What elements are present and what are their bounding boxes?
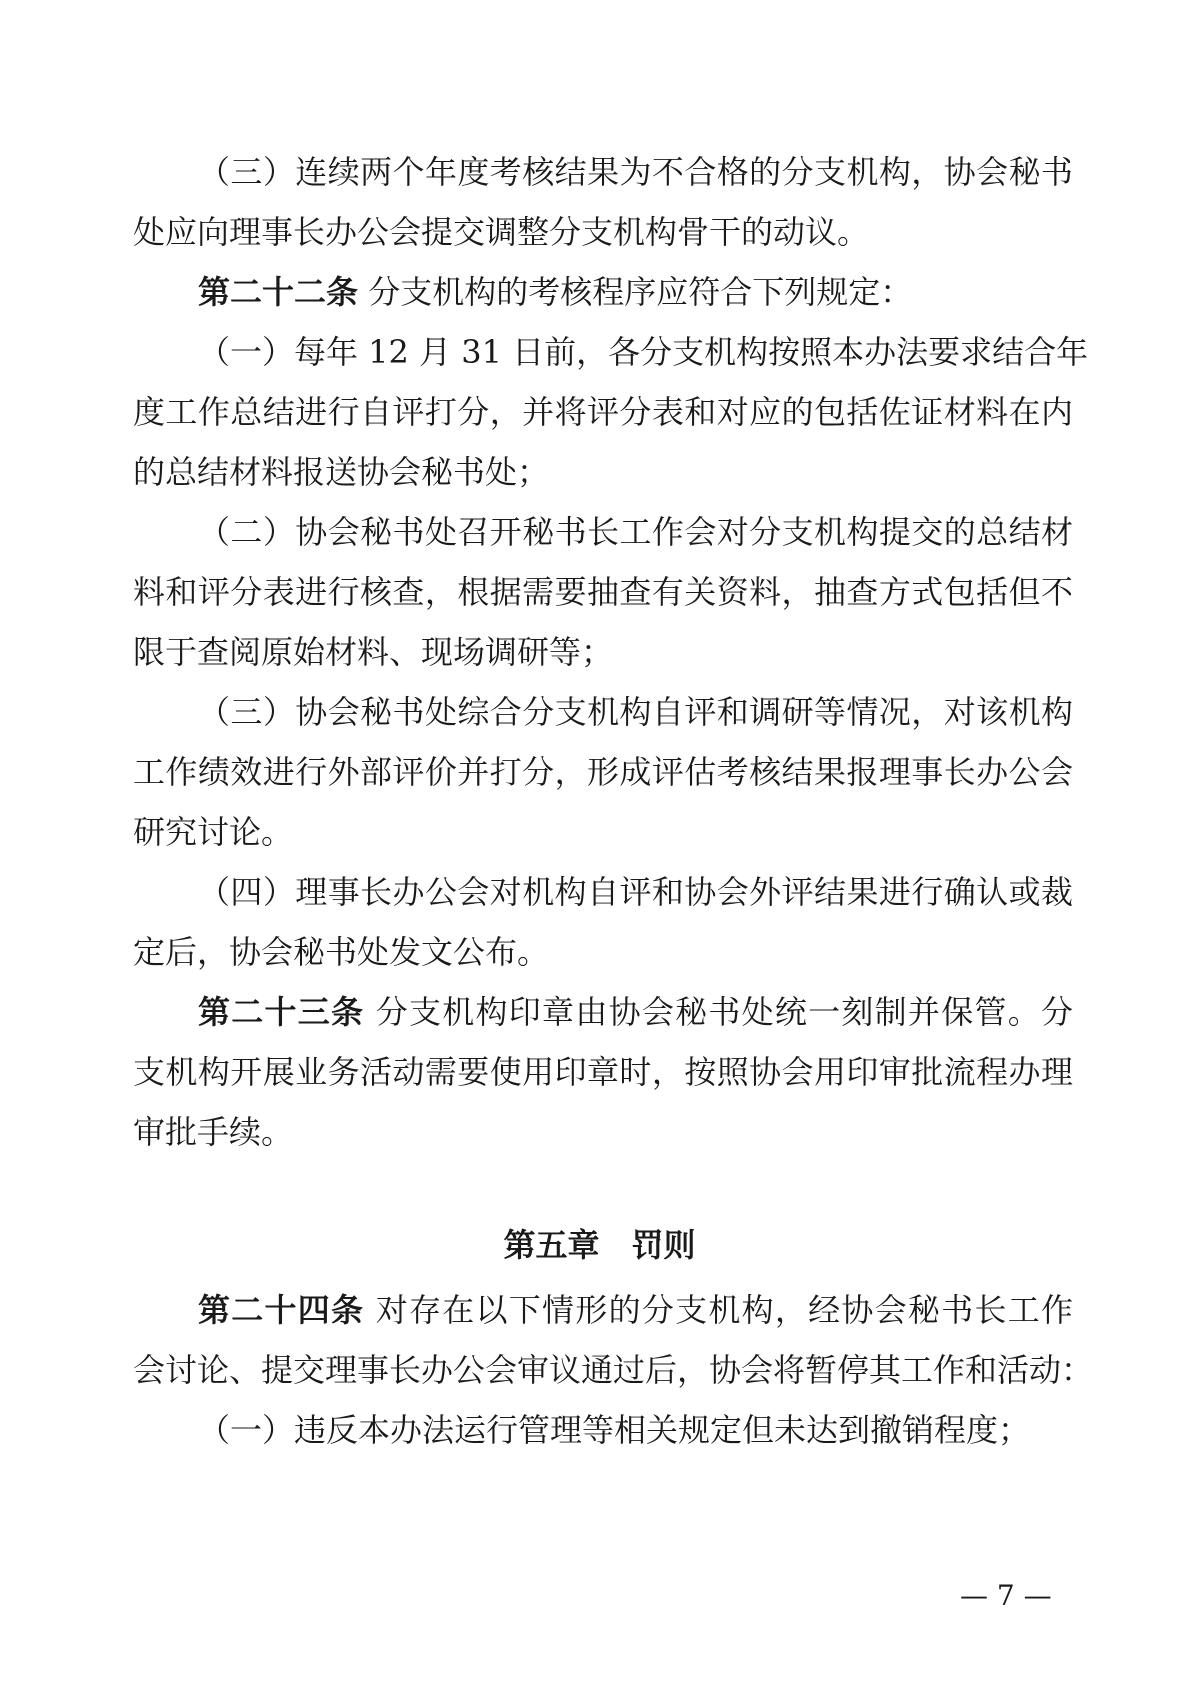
article-title: 第二十二条 bbox=[198, 273, 359, 311]
paragraph-line: 研究讨论。 bbox=[133, 813, 294, 851]
paragraph-line: （三）协会秘书处综合分支机构自评和调研等情况，对该机构 bbox=[198, 693, 1073, 731]
article-title: 第二十三条 bbox=[198, 993, 365, 1031]
paragraph-line: （一）违反本办法运行管理等相关规定但未达到撤销程度； bbox=[198, 1411, 1031, 1449]
paragraph-line: 限于查阅原始材料、现场调研等； bbox=[133, 633, 614, 671]
paragraph-line: （四）理事长办公会对机构自评和协会外评结果进行确认或裁 bbox=[198, 873, 1073, 911]
paragraph-line: （三）连续两个年度考核结果为不合格的分支机构，协会秘书 bbox=[198, 153, 1073, 191]
article-text: 分支机构印章由协会秘书处统一刻制并保管。分 bbox=[375, 993, 1073, 1031]
article-24-line bbox=[198, 1290, 1073, 1330]
paragraph-line: 度工作总结进行自评打分，并将评分表和对应的包括佐证材料在内 bbox=[133, 393, 1073, 431]
paragraph-line: （一）每年 12 月 31 日前，各分支机构按照本办法要求结合年 bbox=[198, 333, 1089, 371]
article-23-line bbox=[198, 992, 1073, 1032]
article-text: 对存在以下情形的分支机构，经协会秘书长工作 bbox=[375, 1291, 1073, 1329]
paragraph-line: 料和评分表进行核查，根据需要抽查有关资料，抽查方式包括但不 bbox=[133, 573, 1073, 611]
page-number: — 7 — bbox=[960, 1579, 1052, 1612]
paragraph-line: 会讨论、提交理事长办公会审议通过后，协会将暂停其工作和活动： bbox=[133, 1351, 1094, 1389]
paragraph-line: 审批手续。 bbox=[133, 1113, 294, 1151]
article-text: 分支机构的考核程序应符合下列规定： bbox=[368, 273, 913, 311]
article-title: 第二十四条 bbox=[198, 1291, 365, 1329]
paragraph-line: 定后，协会秘书处发文公布。 bbox=[133, 933, 550, 971]
chapter-heading: 第五章 罚则 bbox=[503, 1226, 696, 1264]
paragraph-line: （二）协会秘书处召开秘书长工作会对分支机构提交的总结材 bbox=[198, 513, 1073, 551]
paragraph-line: 的总结材料报送协会秘书处； bbox=[133, 453, 550, 491]
paragraph-line: 工作绩效进行外部评价并打分，形成评估考核结果报理事长办公会 bbox=[133, 753, 1073, 791]
article-22-line bbox=[198, 272, 1073, 312]
paragraph-line: 处应向理事长办公会提交调整分支机构骨干的动议。 bbox=[133, 213, 870, 251]
paragraph-line: 支机构开展业务活动需要使用印章时，按照协会用印审批流程办理 bbox=[133, 1053, 1073, 1091]
